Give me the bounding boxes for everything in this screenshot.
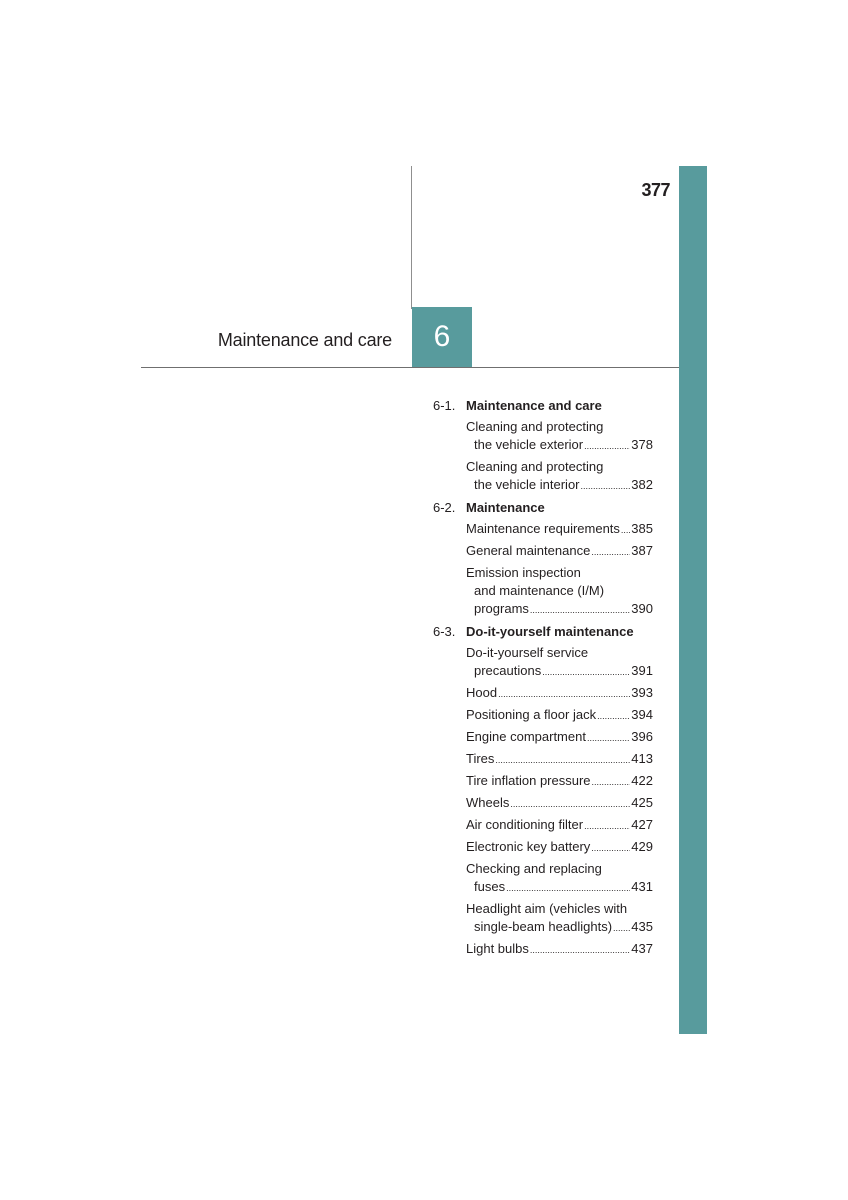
toc-page-number: 425 — [631, 795, 653, 810]
toc-entry-label: Air conditioning filter — [466, 817, 584, 832]
toc-entry-row — [466, 476, 653, 495]
toc-entry-label: Hood — [466, 685, 498, 700]
toc-entry[interactable] — [466, 520, 653, 539]
dot-leader — [591, 839, 630, 857]
toc-entry-line: Headlight aim (vehicles with — [466, 901, 628, 916]
table-of-contents — [433, 396, 653, 959]
toc-entry-label: programs — [474, 601, 529, 616]
dot-leader — [510, 795, 630, 813]
toc-page-number: 385 — [631, 521, 653, 536]
toc-entry[interactable] — [466, 644, 653, 681]
toc-entry-row — [466, 940, 653, 959]
dot-leader — [495, 751, 630, 769]
toc-entry-line: Do-it-yourself service — [466, 645, 589, 660]
dot-leader — [591, 543, 630, 561]
dot-leader — [530, 601, 630, 619]
toc-entry-row — [466, 816, 653, 835]
toc-entry[interactable] — [466, 564, 653, 619]
chapter-title: Maintenance and care — [217, 330, 392, 350]
toc-entry[interactable] — [466, 838, 653, 857]
toc-page-number: 396 — [631, 729, 653, 744]
toc-entry-label: Light bulbs — [466, 941, 529, 956]
dot-leader — [498, 685, 630, 703]
section-title: Maintenance and care — [466, 398, 602, 413]
dot-leader — [584, 817, 630, 835]
toc-page-number: 393 — [631, 685, 653, 700]
toc-page-number: 437 — [631, 941, 653, 956]
toc-entry-label: Electronic key battery — [466, 839, 591, 854]
toc-entry[interactable] — [466, 940, 653, 959]
section-number: 6-1. — [433, 398, 456, 413]
toc-entry[interactable] — [466, 418, 653, 455]
toc-entry-row — [466, 520, 653, 539]
toc-entry-label: Wheels — [466, 795, 510, 810]
chapter-thumb-tab — [679, 166, 707, 1034]
toc-entry[interactable] — [466, 542, 653, 561]
toc-entry-label: the vehicle interior — [474, 477, 580, 492]
toc-entry-row — [466, 750, 653, 769]
toc-entry-row — [466, 794, 653, 813]
toc-entry-row — [466, 772, 653, 791]
dot-leader — [621, 521, 630, 539]
toc-entry-row — [466, 838, 653, 857]
toc-entry-row — [466, 728, 653, 747]
toc-entry[interactable] — [466, 794, 653, 813]
toc-entry-line: and maintenance (I/M) — [474, 583, 605, 598]
toc-entry-label: Tires — [466, 751, 495, 766]
toc-entry[interactable] — [466, 728, 653, 747]
toc-page-number: 429 — [631, 839, 653, 854]
toc-entry-label: General maintenance — [466, 543, 591, 558]
toc-entry-row — [466, 918, 653, 937]
toc-page-number: 390 — [631, 601, 653, 616]
toc-section-heading — [433, 498, 653, 517]
toc-entry-label: fuses — [474, 879, 506, 894]
toc-entry[interactable] — [466, 860, 653, 897]
toc-page-number: 382 — [631, 477, 653, 492]
toc-page-number: 413 — [631, 751, 653, 766]
toc-entry[interactable] — [466, 750, 653, 769]
toc-entry[interactable] — [466, 684, 653, 703]
dot-leader — [592, 773, 631, 791]
header-vertical-rule — [411, 166, 412, 309]
toc-entry-line: Cleaning and protecting — [466, 419, 604, 434]
toc-page-number: 431 — [631, 879, 653, 894]
dot-leader — [542, 663, 630, 681]
toc-entry-label: precautions — [474, 663, 542, 678]
dot-leader — [530, 941, 630, 959]
toc-page-number: 387 — [631, 543, 653, 558]
dot-leader — [587, 729, 630, 747]
toc-entry-line: Emission inspection — [466, 565, 581, 580]
dot-leader — [584, 437, 630, 455]
toc-entry-label: Maintenance requirements — [466, 521, 620, 536]
toc-page-number: 427 — [631, 817, 653, 832]
toc-entry-label: Tire inflation pressure — [466, 773, 591, 788]
toc-page-number: 391 — [631, 663, 653, 678]
toc-section-heading — [433, 396, 653, 415]
toc-entry-line: Cleaning and protecting — [466, 459, 604, 474]
toc-entry[interactable] — [466, 458, 653, 495]
toc-page-number: 435 — [631, 919, 653, 934]
section-number: 6-3. — [433, 624, 456, 639]
toc-page-number: 394 — [631, 707, 653, 722]
toc-entry-label: Positioning a floor jack — [466, 707, 597, 722]
dot-leader — [597, 707, 630, 725]
toc-entry-row — [466, 436, 653, 455]
toc-entry[interactable] — [466, 816, 653, 835]
toc-entry-row — [466, 600, 653, 619]
toc-page-number: 378 — [631, 437, 653, 452]
dot-leader — [581, 477, 631, 495]
toc-entry-row — [466, 542, 653, 561]
section-title: Maintenance — [466, 500, 545, 515]
toc-entry[interactable] — [466, 900, 653, 937]
dot-leader — [613, 919, 630, 937]
page-number: 377 — [641, 180, 670, 200]
toc-entry-line: Checking and replacing — [466, 861, 602, 876]
toc-entry-row — [466, 706, 653, 725]
toc-entry-row — [466, 662, 653, 681]
toc-section-heading — [433, 622, 653, 641]
toc-entry-label: the vehicle exterior — [474, 437, 584, 452]
toc-entry[interactable] — [466, 772, 653, 791]
toc-entry-label: single-beam headlights) — [474, 919, 613, 934]
chapter-number-badge: 6 — [412, 307, 472, 367]
toc-entry-row — [466, 684, 653, 703]
chapter-divider-rule — [141, 367, 679, 368]
toc-entry-label: Engine compartment — [466, 729, 586, 744]
toc-entry[interactable] — [466, 706, 653, 725]
dot-leader — [506, 879, 630, 897]
toc-entry-row — [466, 878, 653, 897]
section-number: 6-2. — [433, 500, 456, 515]
toc-page-number: 422 — [631, 773, 653, 788]
section-title: Do-it-yourself maintenance — [466, 624, 634, 639]
